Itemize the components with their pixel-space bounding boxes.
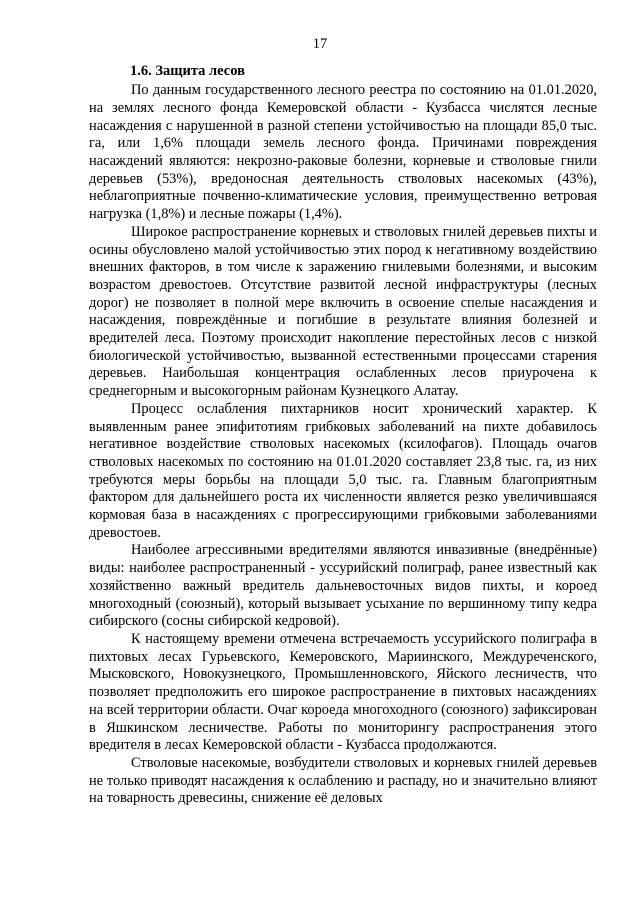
paragraph-ussuri-polygraph: К настоящему времени отмечена встречаемость уссурийского полиграфа в пихтовых лесах Гурьевского, Кемеровского, Мариинского, Междуреченского, Мысковского, Новокузнецкого, Промышленновского, Яйского лесничеств, что позволяет предположить его широкое распространение в пихтовых насаждениях на всей территории области. Очаг короеда многоходного (союзного) зафиксирован в Яшкинском лесничестве. Работы по мониторингу распространения этого вредителя в лесах Кемеровской области - Кузбасса продолжаются. <box>89 631 597 754</box>
paragraph-stem-insects: Стволовые насекомые, возбудители стволовых и корневых гнилей деревьев не только приводят насаждения к ослаблению и распаду, но и значительно влияют на товарность древесины, снижение её деловых <box>89 754 597 807</box>
paragraph-fir-weakening: Процесс ослабления пихтарников носит хронический характер. К выявленным ранее эпифитотиям грибковых заболеваний на пихте добавилось негативное воздействие стволовых насекомых (ксилофагов). Площадь очагов стволовых насекомых по состоянию на 01.01.2020 составляет 23,8 тыс. га, из них требуются меры борьбы на площади 5,0 тыс. га. Главным благоприятным фактором для дальнейшего роста их численности является резко увеличившаяся кормовая база в насаждениях с прогрессирующими грибковыми заболеваниями древостоев. <box>89 400 597 541</box>
paragraph-root-rot: Широкое распространение корневых и стволовых гнилей деревьев пихты и осины обусловлено малой устойчивостью этих пород к негативному воздействию внешних факторов, в том числе к заражению гнилевыми болезнями, и высоким возрастом древостоев. Отсутствие развитой лесной инфраструктуры (лесных дорог) не позволяет в полной мере включить в освоение спелые насаждения и насаждения, повреждённые и погибшие в результате влияния болезней и вредителей леса. Поэтому происходит накопление перестойных лесов с низкой биологической устойчивостью, вызванной естественными процессами старения деревьев. Наибольшая концентрация ослабленных лесов приурочена к среднегорным и высокогорным районам Кузнецкого Алатау. <box>89 223 597 400</box>
section-heading: 1.6. Защита лесов <box>130 63 245 79</box>
paragraph-forest-reestr: По данным государственного лесного реестра по состоянию на 01.01.2020, на землях лесного фонда Кемеровской области - Кузбасса числятся лесные насаждения с нарушенной в разной степени устойчивостью на площади 85,0 тыс. га, или 1,6% площади земель лесного фонда. Причинами повреждения насаждений являются: некрозно-раковые болезни, корневые и стволовые гнили деревьев (53%), вредоносная деятельность стволовых насекомых (43%), неблагоприятные почвенно-климатические условия, преимущественно ветровая нагрузка (1,8%) и лесные пожары (1,4%). <box>89 82 597 223</box>
page-number: 17 <box>312 36 328 52</box>
document-body <box>89 62 597 808</box>
paragraph-invasive-pests: Наиболее агрессивными вредителями являются инвазивные (внедрённые) виды: наиболее распространенный - уссурийский полиграф, ранее известный как хозяйственно важный вредитель дальневосточных видов пихты, и короед многоходный (союзный), который вызывает усыхание по вершинному типу кедра сибирского (сосны сибирской кедровой). <box>89 542 597 630</box>
